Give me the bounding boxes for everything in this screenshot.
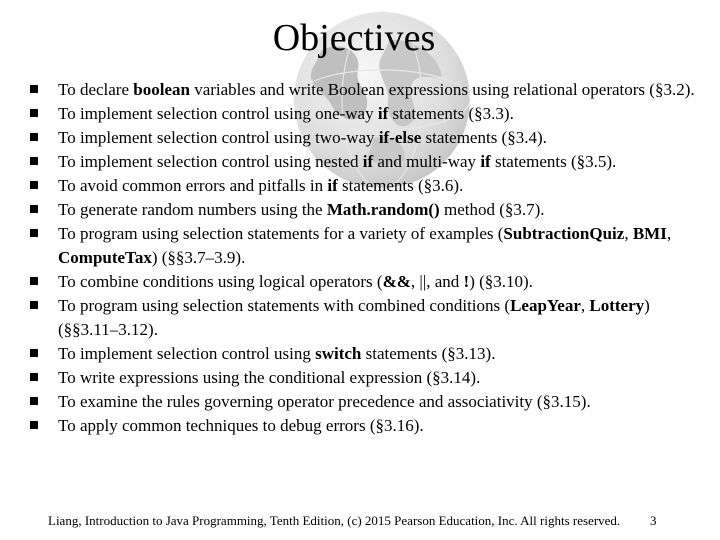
objective-keyword: if <box>377 104 389 123</box>
objective-text: method (§3.7). <box>439 200 545 219</box>
objectives-list <box>30 78 695 438</box>
square-bullet-icon <box>30 157 38 165</box>
objective-text: , ||, and <box>410 272 464 291</box>
objective-text: statements (§3.4). <box>421 128 547 147</box>
objective-keyword: Lottery <box>589 296 645 315</box>
objective-text: ) (§§3.11–3.12). <box>58 296 650 339</box>
page-number: 3 <box>650 513 657 528</box>
objective-keyword: ComputeTax <box>58 248 152 267</box>
square-bullet-icon <box>30 301 38 309</box>
objective-text: statements (§3.5). <box>490 152 617 171</box>
objective-text: To implement selection control using one-way <box>58 104 378 123</box>
objective-text: To implement selection control using nested <box>58 152 363 171</box>
objective-text: To combine conditions using logical operators ( <box>58 272 383 291</box>
objective-text: , <box>624 224 633 243</box>
objective-keyword: BMI <box>632 224 667 243</box>
objective-keyword: switch <box>315 344 362 363</box>
objective-item <box>30 102 695 126</box>
objective-item <box>30 366 695 390</box>
objective-item <box>30 342 695 366</box>
objective-item <box>30 198 695 222</box>
objective-item <box>30 270 695 294</box>
objective-keyword: SubtractionQuiz <box>503 224 625 243</box>
objective-item <box>30 126 695 150</box>
slide-title: Objectives <box>272 17 436 59</box>
objective-item <box>30 294 695 342</box>
objective-keyword: if <box>327 176 338 195</box>
objective-text: ) (§§3.7–3.9). <box>151 248 246 267</box>
square-bullet-icon <box>30 133 38 141</box>
objective-text: To implement selection control using <box>58 344 316 363</box>
objective-text: To implement selection control using two-way <box>58 128 379 147</box>
objective-item <box>30 78 695 102</box>
objective-text: To write expressions using the conditional expression (§3.14). <box>58 368 481 387</box>
objective-text: To program using selection statements for a variety of examples ( <box>58 224 504 243</box>
square-bullet-icon <box>30 109 38 117</box>
objective-text: statements (§3.13). <box>361 344 496 363</box>
square-bullet-icon <box>30 277 38 285</box>
square-bullet-icon <box>30 229 38 237</box>
objective-text: statements (§3.3). <box>388 104 514 123</box>
objective-keyword: LeapYear <box>510 296 581 315</box>
objective-item <box>30 414 695 438</box>
objective-keyword: ! <box>463 272 470 291</box>
objective-text: To generate random numbers using the <box>58 200 327 219</box>
objective-text: statements (§3.6). <box>337 176 464 195</box>
objective-text: variables and write Boolean expressions using relational operators (§3.2). <box>189 80 695 99</box>
objective-text: To apply common techniques to debug errors (§3.16). <box>58 416 424 435</box>
objective-text: , <box>580 296 590 315</box>
objective-text: To program using selection statements with combined conditions ( <box>58 296 511 315</box>
objective-item <box>30 222 695 270</box>
footer-credit: Liang, Introduction to Java Programming, Tenth Edition, (c) 2015 Pearson Education, Inc. All rights reserved. <box>48 513 621 528</box>
objective-keyword: Math.random() <box>326 200 440 219</box>
objective-text: To examine the rules governing operator precedence and associativity (§3.15). <box>58 392 591 411</box>
objective-item <box>30 390 695 414</box>
objective-keyword: if <box>480 152 491 171</box>
objective-item <box>30 150 695 174</box>
objective-keyword: if <box>362 152 374 171</box>
square-bullet-icon <box>30 205 38 213</box>
square-bullet-icon <box>30 181 38 189</box>
objective-item <box>30 174 695 198</box>
square-bullet-icon <box>30 373 38 381</box>
square-bullet-icon <box>30 85 38 93</box>
objective-keyword: boolean <box>133 80 190 99</box>
objective-text: and multi-way <box>373 152 481 171</box>
objective-text: To declare <box>58 80 134 99</box>
square-bullet-icon <box>30 349 38 357</box>
objective-text: , <box>666 224 672 243</box>
objective-text: To avoid common errors and pitfalls in <box>58 176 328 195</box>
square-bullet-icon <box>30 421 38 429</box>
objective-keyword: && <box>382 272 411 291</box>
objective-keyword: if-else <box>378 128 422 147</box>
square-bullet-icon <box>30 397 38 405</box>
objective-text: ) (§3.10). <box>469 272 533 291</box>
